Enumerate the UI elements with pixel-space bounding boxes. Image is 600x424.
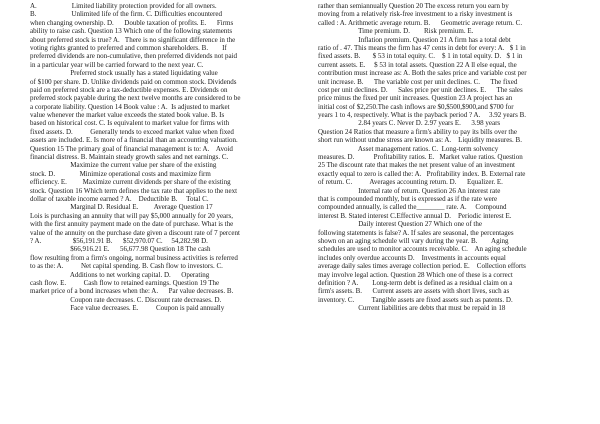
left-column-text-line: with the first annuity payment made on the date of purchase. What is the: [30, 220, 234, 229]
right-column-text-line: that is compounded monthly, but is expressed as if the rate were: [318, 194, 498, 203]
right-column-text-line: contribution must increase as: A. Both the sales price and variable cost per: [318, 69, 527, 78]
right-column-text-line: fixed assets. B. $ 53 in total equity. C. $ 1 in total equity. D. $ 1 in: [318, 52, 523, 61]
left-column-text-line: Marginal D. Residual E. Average Question 17: [30, 203, 213, 212]
right-column-text-line: exactly equal to zero is called the: A. Profitability index. B. External rate: [318, 169, 526, 178]
left-column-text-line: stock. D. Minimize operational costs and maximize firm: [30, 169, 211, 178]
left-column-text-line: B. Unlimited life of the firm. C. Difficulties encountered: [30, 10, 222, 19]
right-column-text-line: inventory. C. Tangible assets are fixed assets such as patents. D.: [318, 295, 513, 304]
right-column-text-line: Current liabilities are debts that must be repaid in 18: [318, 304, 506, 313]
right-column-text-line: may involve legal action. Question 28 Which one of these is a correct: [318, 270, 513, 279]
left-column-text-line: $66,916.21 E. 56,677.98 Question 18 The cash: [30, 245, 211, 254]
right-column-text-line: rather than semiannually Question 20 The excess return you earn by: [318, 2, 509, 10]
right-column-text-line: 25 The discount rate that makes the net present value of an investment: [318, 161, 515, 170]
left-column-text-line: ? A. $56,191.91 B. $52,970.07 C. 54,282.98 D.: [30, 236, 208, 245]
right-column-text-line: measures. D. Profitability ratios. E. Market value ratios. Question: [318, 153, 523, 162]
left-column-text-line: preferred stock payable during the next twelve months are considered to be: [30, 94, 241, 103]
left-column-text-line: based on historical cost. C. Is equivalent to market value for firms with: [30, 119, 230, 128]
left-column-text-line: value whenever the market value exceeds the stated book value. B. Is: [30, 111, 225, 120]
right-column-text-line: definition ? A. Long-term debt is defined as a residual claim on a: [318, 278, 513, 287]
left-column-text-line: financial distress. B. Maintain steady growth sales and net earnings. C.: [30, 153, 229, 162]
left-text-column: [30, 2, 300, 312]
left-column-text-line: Maximize the current value per share of the existing: [30, 161, 217, 170]
right-column-text-line: initial cost of $2,250.The cash inflows are $0,$500,$900,and $700 for: [318, 102, 514, 111]
left-column-text-line: ability to raise cash. Question 13 Which one of the following statements: [30, 27, 233, 36]
right-column-text-line: Asset management ratios. C. Long-term solvency: [318, 144, 499, 153]
right-column-text-line: average daily sales times average collection period. E. Collection efforts: [318, 262, 526, 271]
left-column-text-line: stock. Question 16 Which term defines the tax rate that applies to the next: [30, 186, 238, 195]
left-column-text-line: Face value decreases. E. Coupon is paid annually: [30, 304, 225, 313]
left-column-text-line: preferred dividends are non-cumulative, then preferred dividends not paid: [30, 52, 238, 61]
right-text-column: [318, 2, 588, 312]
right-column-text-line: following statements is false? A. If sales are seasonal, the percentages: [318, 228, 514, 237]
right-column-text-line: ratio of . 47. This means the firm has 47 cents in debt for every: A. $ 1 in: [318, 43, 526, 52]
right-column-text-line: Question 24 Ratios that measure a firm's ability to pay its bills over the: [318, 127, 517, 136]
left-column-text-line: Lois is purchasing an annuity that will pay $5,000 annually for 20 years,: [30, 211, 233, 220]
right-column-text-line: Internal rate of return. Question 26 An interest rate: [318, 186, 501, 195]
left-column-text-line: fixed assets. D. Generally tends to exceed market value when fixed: [30, 127, 234, 136]
left-column-text-line: when changing ownership. D. Double taxation of profits. E. Firms: [30, 18, 234, 27]
right-column-text-line: moving from a relatively risk-free investment to a risky investment is: [318, 10, 513, 19]
left-column-text-line: market price of a bond increases when the: A. Par value decreases. B.: [30, 287, 234, 296]
left-column-text-line: Additions to net working capital. D. Operating: [30, 270, 210, 279]
left-column-text-line: value of the annuity on the purchase date given a discount rate of 7 percent: [30, 228, 240, 237]
left-column-text-line: of $100 per share. D. Unlike dividends paid on common stock. Dividends: [30, 77, 237, 86]
right-column-text-line: of return. C. Averages accounting return. D. Equalizer. E.: [318, 178, 503, 187]
left-column-text-line: dollar of taxable income earned ? A. Deductible B. Total C.: [30, 194, 209, 203]
right-column-text-line: Daily interest Question 27 Which one of the: [318, 220, 482, 229]
left-column-text-line: assets are included. E. Is more of a financial than an accounting valuation.: [30, 136, 238, 145]
left-column-text-line: in a particular year will be carried forward to the next year. C.: [30, 60, 204, 69]
left-column-text-line: cash flow. E. Cash flow to retained earnings. Question 19 The: [30, 278, 220, 287]
right-column-text-line: current assets. E. $ 53 in total assets. Question 22 A ll else equal, the: [318, 60, 517, 69]
left-column-text-line: Preferred stock usually has a stated liquidating value: [30, 69, 218, 78]
left-column-text-line: Coupon rate decreases. C. Discount rate decreases. D.: [30, 295, 222, 304]
right-column-text-line: Inflation premium. Question 21 A firm has a total debt: [318, 35, 511, 44]
left-column-text-line: about preferred stock is true? A. There is no significant difference in the: [30, 35, 236, 44]
right-column-text-line: includes only overdue accounts D. Investments in accounts equal: [318, 253, 506, 262]
right-column-text-line: cost per unit declines. D. Sales price per unit declines. E. The sales: [318, 85, 523, 94]
right-column-text-line: short run without undue stress are known as: A. Liquidity measures. B.: [318, 136, 522, 145]
left-column-text-line: voting rights granted to preferred and common shareholders. B. If: [30, 43, 227, 52]
right-column-text-line: called : A. Arithmetic average return. B. Geometric average return. C.: [318, 18, 523, 27]
right-column-text-line: 2.84 years C. Never D. 2.97 years E. 3.98 years: [318, 119, 501, 128]
left-column-text-line: A. Limited liability protection provided for all owners.: [30, 2, 217, 10]
right-column-text-line: years 1 to 4, respectively. What is the payback period ? A. 3.92 years B.: [318, 111, 526, 120]
left-column-text-line: efficiency. E. Maximize current dividends per share of the existing: [30, 178, 231, 187]
right-column-text-line: compounded annually, is called the________ rate. A. Compound: [318, 203, 507, 212]
right-column-text-line: price minus the fixed per unit increases. Question 23 A project has an: [318, 94, 513, 103]
right-column-text-line: interest B. Stated interest C.Effective annual D. Periodic interest E.: [318, 211, 512, 220]
left-column-text-line: flow resulting from a firm's ongoing, normal business activities is referred: [30, 253, 238, 262]
left-column-text-line: a corporate liability. Question 14 Book value : A. Is adjusted to market: [30, 102, 230, 111]
right-column-text-line: firm's assets. B. Current assets are assets with short lives, such as: [318, 287, 510, 296]
right-column-text-line: schedules are used to monitor accounts receivable. C. An aging schedule: [318, 245, 527, 254]
right-column-text-line: shown on an aging schedule will vary during the year. B. Aging: [318, 236, 509, 245]
left-column-text-line: to as the: A. Net capital spending. B. Cash flow to investors. C.: [30, 262, 223, 271]
left-column-text-line: Question 15 The primary goal of financial management is to: A. Avoid: [30, 144, 233, 153]
left-column-text-line: paid on preferred stock are a tax-deductible expenses. E. Dividends on: [30, 85, 228, 94]
right-column-text-line: Time premium. D. Risk premium. E.: [318, 27, 474, 36]
right-column-text-line: unit increase. B. The variable cost per unit declines. C. The fixed: [318, 77, 518, 86]
